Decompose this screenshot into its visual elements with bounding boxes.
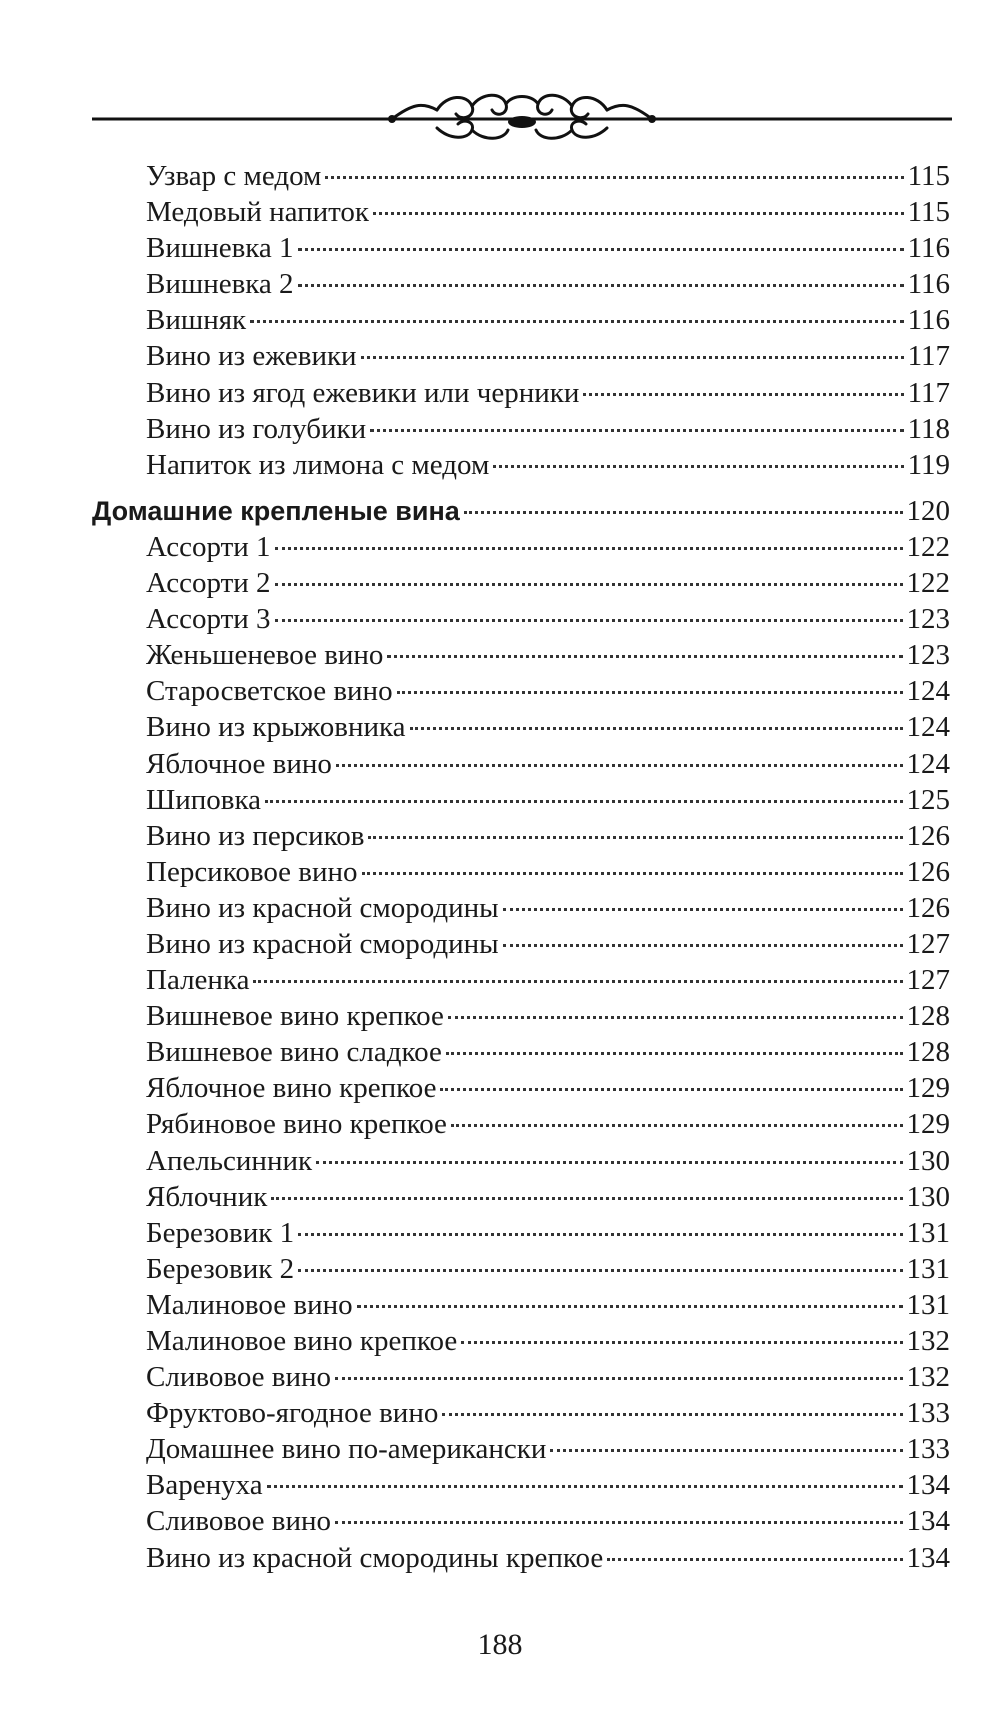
toc-entry[interactable] — [92, 709, 950, 745]
toc-entry-title: Фруктово-ягодное вино — [146, 1397, 439, 1430]
scroll-ornament-icon — [92, 82, 952, 152]
toc-entry-page: 116 — [907, 304, 950, 337]
toc-entry[interactable] — [92, 302, 950, 338]
toc-entry-page: 124 — [906, 711, 950, 744]
toc-entry-page: 134 — [906, 1541, 950, 1574]
toc-entry-page: 124 — [906, 747, 950, 780]
toc-entry-page: 133 — [906, 1433, 950, 1466]
toc-section-page: 120 — [906, 494, 950, 527]
toc-entry[interactable] — [92, 1359, 950, 1395]
toc-entry[interactable] — [92, 1106, 950, 1142]
toc-entry-page: 118 — [907, 412, 950, 445]
dot-leader — [451, 1124, 903, 1127]
dot-leader — [368, 836, 902, 839]
toc-entry-title: Малиновое вино крепкое — [146, 1325, 458, 1357]
toc-entry[interactable] — [92, 998, 950, 1034]
toc-entry[interactable] — [92, 1431, 950, 1467]
dot-leader — [298, 284, 904, 287]
dot-leader — [275, 583, 903, 586]
toc-entry[interactable] — [92, 746, 950, 782]
toc-section-title: Домашние крепленые вина — [92, 495, 460, 526]
toc-entry-page: 125 — [906, 783, 950, 816]
toc-entry-title: Вино из красной смородины — [146, 927, 499, 960]
toc-entry-title: Вино из ежевики — [146, 340, 357, 373]
toc-entry[interactable] — [92, 637, 950, 673]
toc-entry-title: Вишневое вино сладкое — [146, 1036, 442, 1069]
toc-entry[interactable] — [92, 601, 950, 637]
dot-leader — [335, 1377, 902, 1380]
page-number: 188 — [477, 1628, 523, 1661]
dot-leader — [464, 511, 903, 514]
dot-leader — [298, 1269, 902, 1272]
toc-entry-title: Яблочник — [146, 1180, 268, 1213]
dot-leader — [607, 1558, 902, 1561]
toc-entry-title: Рябиновое вино крепкое — [146, 1108, 447, 1141]
toc-entry[interactable] — [92, 411, 950, 447]
dot-leader — [362, 872, 903, 875]
toc-entry-page: 115 — [907, 196, 950, 229]
toc-entry[interactable] — [92, 1034, 950, 1070]
toc-entry[interactable] — [92, 782, 950, 818]
toc-entry-page: 132 — [906, 1361, 950, 1394]
toc-entry[interactable] — [92, 194, 950, 230]
toc-entry-page: 126 — [906, 891, 950, 924]
dot-leader — [397, 691, 903, 694]
toc-entry[interactable] — [92, 338, 950, 374]
toc-entry-title: Узвар с медом — [146, 160, 322, 192]
dot-leader — [550, 1449, 902, 1452]
toc-entry[interactable] — [92, 1395, 950, 1431]
toc-entry-page: 134 — [906, 1469, 950, 1502]
toc-entry-title: Березовик 1 — [146, 1216, 295, 1249]
toc-entry-title: Старосветское вино — [146, 675, 393, 708]
dot-leader — [298, 1233, 902, 1236]
dot-leader — [370, 429, 903, 432]
dot-leader — [325, 176, 903, 179]
toc-entry-title: Домашнее вино по-американски — [146, 1433, 547, 1466]
toc-entry[interactable] — [92, 1467, 950, 1503]
toc-entry[interactable] — [92, 890, 950, 926]
dot-leader — [361, 356, 904, 359]
toc-entry-page: 131 — [906, 1252, 950, 1285]
toc-entry-page: 119 — [907, 448, 950, 481]
toc-entry[interactable] — [92, 266, 950, 302]
toc-entry-page: 131 — [906, 1288, 950, 1321]
toc-entry-page: 132 — [906, 1325, 950, 1357]
dot-leader — [410, 727, 903, 730]
toc-entry-title: Малиновое вино — [146, 1288, 353, 1321]
toc-entry[interactable] — [92, 818, 950, 854]
dot-leader — [336, 764, 903, 767]
dot-leader — [373, 212, 904, 215]
dot-leader — [253, 980, 902, 983]
toc-entry-page: 127 — [906, 964, 950, 997]
dot-leader — [265, 800, 902, 803]
toc-entry-title: Медовый напиток — [146, 196, 370, 229]
toc-entry-title: Варенуха — [146, 1469, 263, 1502]
toc-entry-page: 134 — [906, 1505, 950, 1538]
toc-entry[interactable] — [92, 1143, 950, 1179]
toc-entry-page: 122 — [906, 530, 950, 563]
toc-entry-page: 133 — [906, 1397, 950, 1430]
dot-leader — [503, 944, 903, 947]
dot-leader — [275, 619, 903, 622]
toc-entry-title: Ассорти 1 — [146, 530, 271, 563]
toc-entry-page: 128 — [906, 1036, 950, 1069]
toc-entry-title: Ассорти 3 — [146, 603, 271, 636]
toc-entry-title: Вишневое вино крепкое — [146, 1000, 444, 1033]
toc-entry-title: Вино из персиков — [146, 819, 365, 852]
toc-entry-page: 117 — [907, 340, 950, 373]
toc-entry[interactable] — [92, 1215, 950, 1251]
toc-entry[interactable] — [92, 1287, 950, 1323]
toc-entry[interactable] — [92, 926, 950, 962]
toc-entry[interactable] — [92, 1323, 950, 1359]
dot-leader — [503, 908, 903, 911]
toc-entry-page: 129 — [906, 1072, 950, 1105]
toc-entry[interactable] — [92, 1179, 950, 1215]
toc-entry-title: Персиковое вино — [146, 855, 358, 888]
toc-entry-title: Вишневка 2 — [146, 268, 294, 301]
dot-leader — [446, 1052, 903, 1055]
toc-section-heading[interactable] — [92, 493, 950, 529]
toc-entry-title: Ассорти 2 — [146, 567, 271, 600]
dot-leader — [448, 1016, 903, 1019]
toc-entry-title: Вишняк — [146, 304, 247, 337]
toc-entry-title: Напиток из лимона с медом — [146, 448, 490, 481]
toc-entry[interactable] — [92, 1070, 950, 1106]
toc-entry-page: 122 — [906, 567, 950, 600]
toc-entry-page: 127 — [906, 927, 950, 960]
table-of-contents — [92, 158, 950, 1576]
toc-entry-title: Вино из красной смородины крепкое — [146, 1541, 604, 1574]
toc-entry-title: Сливовое вино — [146, 1361, 332, 1394]
dot-leader — [583, 393, 903, 396]
toc-entry-title: Яблочное вино — [146, 747, 332, 780]
toc-entry-page: 117 — [907, 376, 950, 409]
toc-entry-page: 124 — [906, 675, 950, 708]
toc-entry[interactable] — [92, 962, 950, 998]
toc-entry-title: Яблочное вино крепкое — [146, 1072, 437, 1105]
toc-entry-page: 131 — [906, 1216, 950, 1249]
toc-entry-title: Вино из крыжовника — [146, 711, 406, 744]
toc-entry-title: Вино из ягод ежевики или черники — [146, 376, 580, 409]
toc-entry[interactable] — [92, 158, 950, 194]
toc-entry[interactable] — [92, 230, 950, 266]
toc-entry[interactable] — [92, 1540, 950, 1576]
toc-entry-page: 123 — [906, 603, 950, 636]
toc-entry[interactable] — [92, 1251, 950, 1287]
toc-entry[interactable] — [92, 854, 950, 890]
toc-entry-title: Вино из голубики — [146, 412, 367, 445]
toc-entry-title: Апельсинник — [146, 1144, 313, 1177]
toc-entry-title: Женьшеневое вино — [146, 639, 384, 672]
dot-leader — [335, 1521, 902, 1524]
toc-top-group — [92, 158, 950, 483]
toc-entry[interactable] — [92, 375, 950, 411]
toc-entry-page: 126 — [906, 855, 950, 888]
dot-leader — [387, 655, 902, 658]
toc-entry-page: 115 — [907, 160, 950, 192]
toc-entry[interactable] — [92, 529, 950, 565]
toc-entry-page: 116 — [907, 268, 950, 301]
toc-entry-title: Шиповка — [146, 783, 262, 816]
dot-leader — [357, 1305, 903, 1308]
toc-entry-title: Вишневка 1 — [146, 232, 294, 265]
toc-entry-page: 129 — [906, 1108, 950, 1141]
dot-leader — [442, 1413, 902, 1416]
dot-leader — [298, 248, 904, 251]
toc-entry-page: 126 — [906, 819, 950, 852]
toc-entry-title: Паленка — [146, 964, 250, 997]
toc-entry-title: Сливовое вино — [146, 1505, 332, 1538]
toc-entry[interactable] — [92, 447, 950, 483]
toc-entry-page: 123 — [906, 639, 950, 672]
toc-entry[interactable] — [92, 1503, 950, 1539]
dot-leader — [493, 465, 903, 468]
toc-entry-page: 128 — [906, 1000, 950, 1033]
dot-leader — [440, 1088, 902, 1091]
toc-entry-page: 130 — [906, 1144, 950, 1177]
toc-section-group — [92, 529, 950, 1576]
dot-leader — [461, 1341, 902, 1344]
dot-leader — [271, 1197, 902, 1200]
dot-leader — [275, 547, 903, 550]
dot-leader — [267, 1485, 903, 1488]
toc-entry-page: 116 — [907, 232, 950, 265]
dot-leader — [250, 320, 903, 323]
toc-entry-title: Вино из красной смородины — [146, 891, 499, 924]
toc-entry[interactable] — [92, 565, 950, 601]
toc-entry[interactable] — [92, 673, 950, 709]
toc-entry-page: 130 — [906, 1180, 950, 1213]
toc-entry-title: Березовик 2 — [146, 1252, 295, 1285]
dot-leader — [316, 1161, 902, 1164]
